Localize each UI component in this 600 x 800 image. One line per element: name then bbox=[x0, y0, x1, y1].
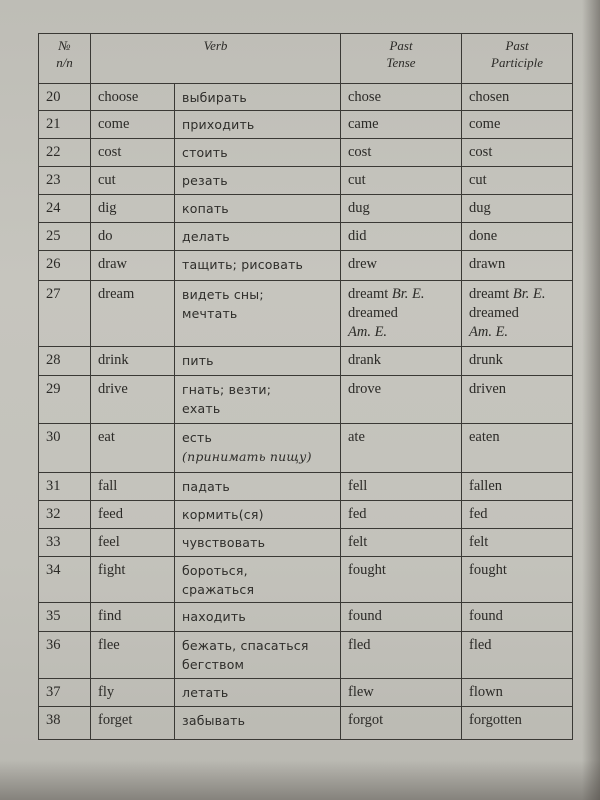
header-past-participle-line1: Past bbox=[505, 38, 529, 53]
past-tense-cell: cut bbox=[341, 167, 462, 195]
verb-cell: dig bbox=[91, 195, 175, 223]
row-number: 30 bbox=[39, 424, 91, 473]
past-tense-cell: ate bbox=[341, 424, 462, 473]
header-past-tense bbox=[341, 34, 462, 84]
past-tense-cell: found bbox=[341, 603, 462, 632]
row-number: 21 bbox=[39, 111, 91, 139]
header-past-participle bbox=[462, 34, 573, 84]
translation-cell: выбирать bbox=[175, 84, 341, 111]
past-participle-cell: flown bbox=[462, 679, 573, 707]
past-participle-cell: cut bbox=[462, 167, 573, 195]
row-number: 38 bbox=[39, 707, 91, 740]
row-number: 37 bbox=[39, 679, 91, 707]
row-number: 29 bbox=[39, 376, 91, 424]
translation-line: есть bbox=[182, 430, 213, 445]
past-tense-cell: drank bbox=[341, 347, 462, 376]
row-number: 27 bbox=[39, 281, 91, 347]
header-past-participle-line2: Participle bbox=[491, 55, 543, 70]
translation-cell: резать bbox=[175, 167, 341, 195]
translation-cell: падать bbox=[175, 473, 341, 501]
past-tense-cell: forgot bbox=[341, 707, 462, 740]
translation-cell bbox=[175, 557, 341, 603]
past-participle-cell: drawn bbox=[462, 251, 573, 281]
table-row bbox=[39, 195, 573, 223]
row-number: 33 bbox=[39, 529, 91, 557]
past-participle-cell: fought bbox=[462, 557, 573, 603]
row-number: 22 bbox=[39, 139, 91, 167]
header-verb bbox=[91, 34, 341, 84]
past-tense-cell: fled bbox=[341, 632, 462, 679]
irregular-verbs-table bbox=[38, 33, 573, 740]
past-participle-cell bbox=[462, 281, 573, 347]
translation-cell: делать bbox=[175, 223, 341, 251]
verb-cell: choose bbox=[91, 84, 175, 111]
table-row bbox=[39, 707, 573, 740]
participle-form: dreamed bbox=[469, 305, 519, 321]
table-row bbox=[39, 603, 573, 632]
verb-cell: feed bbox=[91, 501, 175, 529]
verb-cell: come bbox=[91, 111, 175, 139]
header-past-tense-line2: Tense bbox=[386, 55, 416, 70]
verb-cell: draw bbox=[91, 251, 175, 281]
translation-line: (принимать пищу) bbox=[182, 449, 312, 464]
table-row bbox=[39, 473, 573, 501]
dialect-note: Br. E. bbox=[512, 286, 546, 302]
past-participle-cell: drunk bbox=[462, 347, 573, 376]
past-participle-cell: chosen bbox=[462, 84, 573, 111]
table-row bbox=[39, 376, 573, 424]
row-number: 25 bbox=[39, 223, 91, 251]
translation-line: видеть сны; bbox=[182, 287, 264, 302]
table-row bbox=[39, 501, 573, 529]
table-row bbox=[39, 281, 573, 347]
translation-cell: пить bbox=[175, 347, 341, 376]
verb-cell: do bbox=[91, 223, 175, 251]
verb-cell: fall bbox=[91, 473, 175, 501]
past-tense-cell bbox=[341, 281, 462, 347]
past-participle-cell: fallen bbox=[462, 473, 573, 501]
header-past-tense-line1: Past bbox=[389, 38, 413, 53]
past-tense-cell: fell bbox=[341, 473, 462, 501]
translation-line: бежать, спасаться bbox=[182, 638, 309, 653]
table-row bbox=[39, 632, 573, 679]
past-tense-cell: did bbox=[341, 223, 462, 251]
past-tense-cell: felt bbox=[341, 529, 462, 557]
past-participle-cell: done bbox=[462, 223, 573, 251]
past-tense-cell: came bbox=[341, 111, 462, 139]
past-tense-cell: drove bbox=[341, 376, 462, 424]
past-participle-cell: eaten bbox=[462, 424, 573, 473]
table-row bbox=[39, 251, 573, 281]
table-row bbox=[39, 84, 573, 111]
verb-cell: fly bbox=[91, 679, 175, 707]
past-participle-cell: fed bbox=[462, 501, 573, 529]
translation-cell bbox=[175, 424, 341, 473]
translation-cell bbox=[175, 632, 341, 679]
verb-cell: feel bbox=[91, 529, 175, 557]
verb-cell: drink bbox=[91, 347, 175, 376]
past-form: dreamt bbox=[348, 286, 389, 302]
header-verb-label: Verb bbox=[203, 38, 228, 53]
past-tense-cell: drew bbox=[341, 251, 462, 281]
past-participle-cell: fled bbox=[462, 632, 573, 679]
translation-cell: летать bbox=[175, 679, 341, 707]
past-participle-cell: come bbox=[462, 111, 573, 139]
past-participle-cell: felt bbox=[462, 529, 573, 557]
row-number: 23 bbox=[39, 167, 91, 195]
translation-line: мечтать bbox=[182, 306, 238, 321]
table-row bbox=[39, 223, 573, 251]
header-number bbox=[39, 34, 91, 84]
page-bottom-shadow bbox=[0, 760, 600, 800]
row-number: 35 bbox=[39, 603, 91, 632]
row-number: 36 bbox=[39, 632, 91, 679]
past-participle-cell: forgotten bbox=[462, 707, 573, 740]
row-number: 32 bbox=[39, 501, 91, 529]
table-row bbox=[39, 347, 573, 376]
translation-cell: приходить bbox=[175, 111, 341, 139]
row-number: 31 bbox=[39, 473, 91, 501]
row-number: 28 bbox=[39, 347, 91, 376]
past-tense-cell: fought bbox=[341, 557, 462, 603]
dialect-note: Br. E. bbox=[391, 286, 425, 302]
row-number: 20 bbox=[39, 84, 91, 111]
verb-cell: flee bbox=[91, 632, 175, 679]
participle-form: dreamt bbox=[469, 286, 510, 302]
verb-cell: fight bbox=[91, 557, 175, 603]
header-number-symbol: № bbox=[58, 38, 71, 53]
verb-cell: eat bbox=[91, 424, 175, 473]
past-tense-cell: cost bbox=[341, 139, 462, 167]
translation-line: гнать; везти; bbox=[182, 382, 272, 397]
table-row bbox=[39, 679, 573, 707]
translation-cell: находить bbox=[175, 603, 341, 632]
row-number: 24 bbox=[39, 195, 91, 223]
table-row bbox=[39, 424, 573, 473]
past-participle-cell: cost bbox=[462, 139, 573, 167]
verb-cell: cost bbox=[91, 139, 175, 167]
translation-line: ехать bbox=[182, 401, 221, 416]
dialect-note: Am. E. bbox=[469, 324, 509, 340]
past-tense-cell: chose bbox=[341, 84, 462, 111]
verb-cell: cut bbox=[91, 167, 175, 195]
translation-line: бороться, bbox=[182, 563, 248, 578]
verb-cell: drive bbox=[91, 376, 175, 424]
page-edge-shadow bbox=[582, 0, 600, 800]
verb-cell: find bbox=[91, 603, 175, 632]
table-row bbox=[39, 529, 573, 557]
verb-cell: forget bbox=[91, 707, 175, 740]
translation-cell: копать bbox=[175, 195, 341, 223]
past-tense-cell: flew bbox=[341, 679, 462, 707]
translation-cell bbox=[175, 281, 341, 347]
translation-cell: забывать bbox=[175, 707, 341, 740]
translation-line: бегством bbox=[182, 657, 245, 672]
translation-line: сражаться bbox=[182, 582, 255, 597]
past-form: dreamed bbox=[348, 305, 398, 321]
past-participle-cell: dug bbox=[462, 195, 573, 223]
table-row bbox=[39, 111, 573, 139]
row-number: 34 bbox=[39, 557, 91, 603]
translation-cell: чувствовать bbox=[175, 529, 341, 557]
past-tense-cell: fed bbox=[341, 501, 462, 529]
translation-cell: кормить(ся) bbox=[175, 501, 341, 529]
row-number: 26 bbox=[39, 251, 91, 281]
table-header-row bbox=[39, 34, 573, 84]
verb-cell: dream bbox=[91, 281, 175, 347]
past-participle-cell: found bbox=[462, 603, 573, 632]
header-number-abbr: n/n bbox=[56, 55, 73, 70]
translation-cell: стоить bbox=[175, 139, 341, 167]
translation-cell bbox=[175, 376, 341, 424]
table-row bbox=[39, 167, 573, 195]
translation-cell: тащить; рисовать bbox=[175, 251, 341, 281]
past-tense-cell: dug bbox=[341, 195, 462, 223]
past-participle-cell: driven bbox=[462, 376, 573, 424]
dialect-note: Am. E. bbox=[348, 324, 388, 340]
table-row bbox=[39, 139, 573, 167]
table-row bbox=[39, 557, 573, 603]
